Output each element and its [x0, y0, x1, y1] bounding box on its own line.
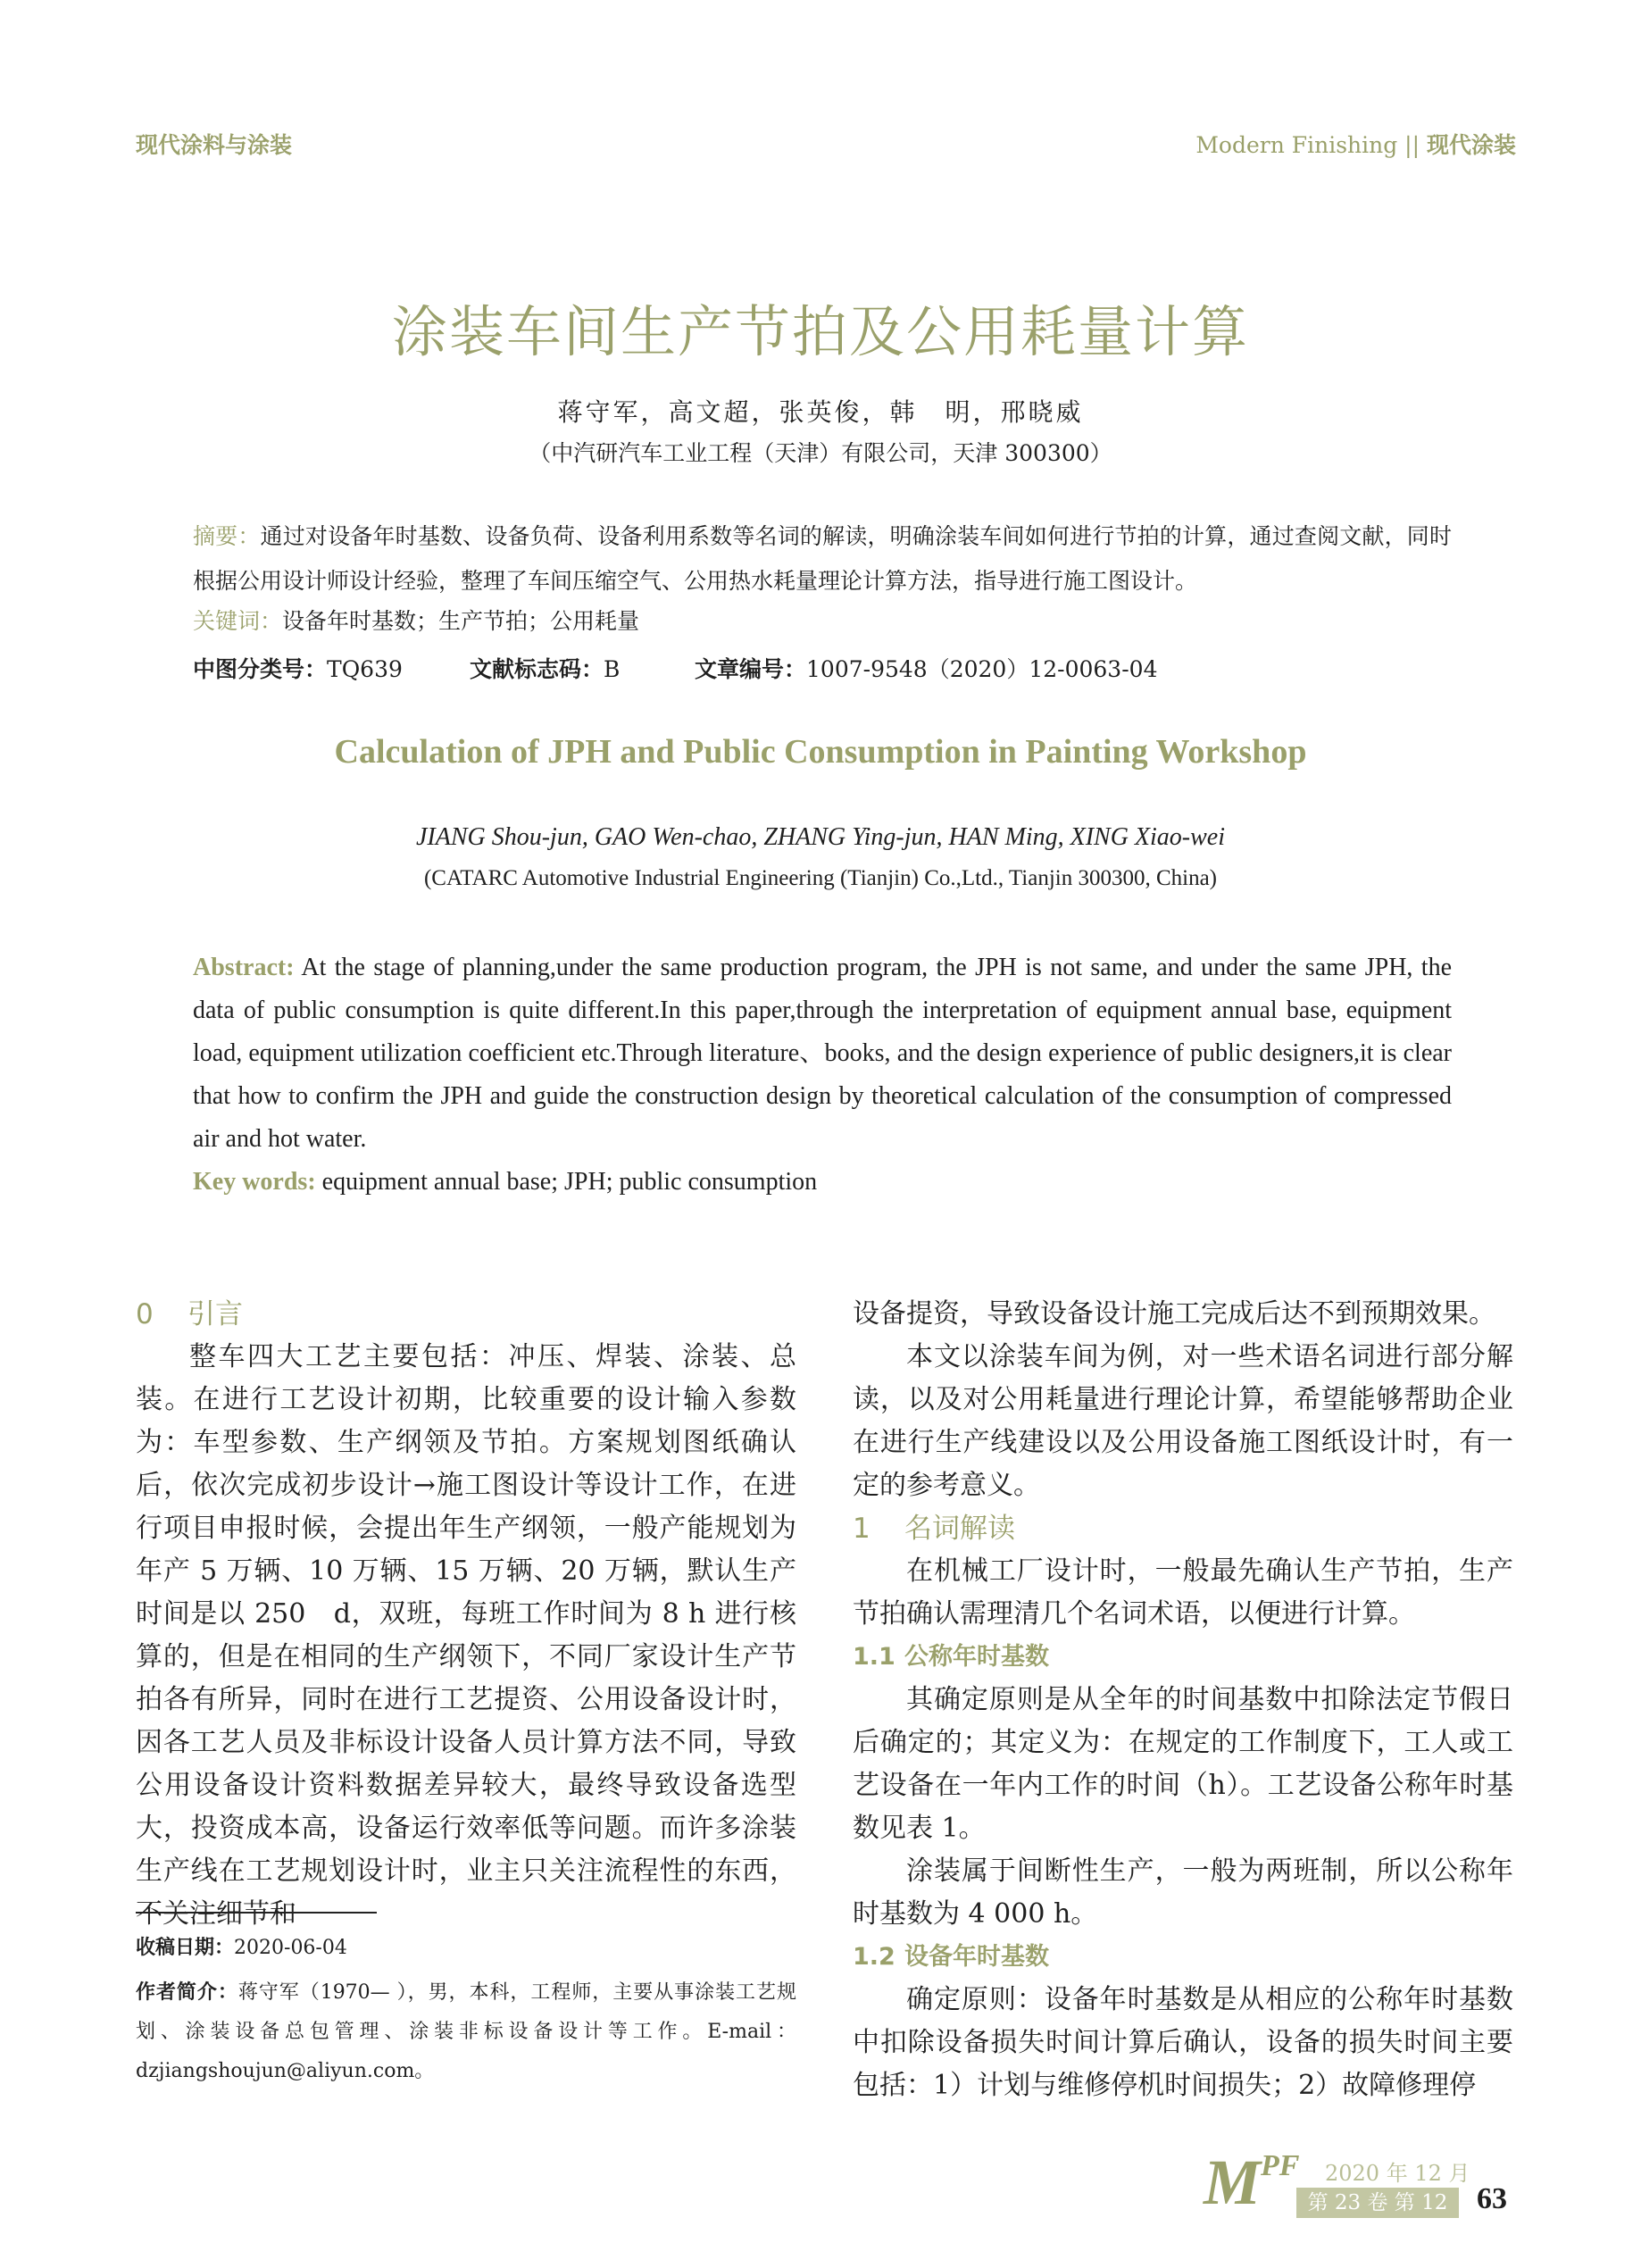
- body-column-left: [136, 1293, 796, 1936]
- authors-en: JIANG Shou-jun, GAO Wen-chao, ZHANG Ying-jun, HAN Ming, XING Xiao-wei: [415, 823, 1226, 851]
- journal-logo-m: M: [1204, 2147, 1262, 2218]
- paper-title-cn: 涂装车间生产节拍及公用耗量计算: [391, 299, 1249, 364]
- footnote-divider: [136, 1912, 377, 1914]
- keywords-en-label: Key words:: [193, 1168, 316, 1196]
- keywords-en: [193, 1168, 1452, 1197]
- section-heading-1: 1 名词解读: [853, 1513, 1015, 1545]
- abstract-en: [193, 946, 1452, 1161]
- keywords-cn-label: 关键词：: [193, 608, 283, 634]
- journal-name-en: Modern Finishing: [1195, 132, 1398, 158]
- header-separator: ||: [1397, 132, 1427, 158]
- issue-volume: 第 23 卷 第 12 期: [1296, 2188, 1459, 2218]
- section-heading-1-2: 1.2 设备年时基数: [853, 1943, 1049, 1971]
- journal-logo-pf: PF: [1261, 2149, 1300, 2182]
- affiliation-cn: （中汽研汽车工业工程（天津）有限公司，天津 300300）: [529, 440, 1112, 466]
- paragraph-continued: 设备提资，导致设备设计施工完成后达不到预期效果。: [853, 1298, 1495, 1330]
- paragraph-terms: 在机械工厂设计时，一般最先确认生产节拍，生产节拍确认需理清几个名词术语，以便进行计算。: [853, 1555, 1513, 1630]
- body-column-right: [853, 1293, 1513, 2107]
- clc-code: 中图分类号：TQ639: [193, 656, 403, 682]
- issue-date: 2020 年 12 月: [1325, 2161, 1470, 2186]
- section-heading-0: 0 引言: [136, 1298, 243, 1330]
- paragraph-nominal-base: 其确定原则是从全年的时间基数中扣除法定节假日后确定的；其定义为：在规定的工作制度下，工人或工艺设备在一年内工作的时间（h）。工艺设备公称年时基数见表 1。: [853, 1684, 1513, 1844]
- abstract-cn-text: 通过对设备年时基数、设备负荷、设备利用系数等名词的解读，明确涂装车间如何进行节拍的计算，通过查阅文献，同时根据公用设计师设计经验，整理了车间压缩空气、公用热水耗量理论计算方法，指导进行施工图设计。: [193, 523, 1452, 594]
- affiliation-en: (CATARC Automotive Industrial Engineering (Tianjin) Co.,Ltd., Tianjin 300300, China): [423, 866, 1218, 890]
- classification-row: [193, 652, 1452, 684]
- paragraph-equipment-base: 确定原则：设备年时基数是从相应的公称年时基数中扣除设备损失时间计算后确认，设备的损失时间主要包括：1）计划与维修停机时间损失；2）故障修理停: [853, 1984, 1513, 2101]
- footnote-received: 收稿日期：2020-06-04: [136, 1937, 347, 1959]
- footnote-author: 作者简介：蒋守军（1970— ），男，本科，工程师，主要从事涂装工艺规划、涂装设备总包管理、涂装非标设备设计等工作。E-mail：dzjiangshoujun@aliyun.com。: [136, 1981, 796, 2082]
- document-code: 文献标志码：B: [470, 656, 621, 682]
- running-header-right: [1195, 128, 1516, 160]
- abstract-cn: [193, 514, 1452, 604]
- paragraph-purpose: 本文以涂装车间为例，对一些术语名词进行部分解读，以及对公用耗量进行理论计算，希望能够帮助企业在进行生产线建设以及公用设备施工图纸设计时，有一定的参考意义。: [853, 1341, 1513, 1501]
- running-header-left: 现代涂料与涂装: [136, 132, 293, 158]
- article-id: 文章编号：1007-9548（2020）12-0063-04: [695, 656, 1158, 682]
- paragraph-intro: 整车四大工艺主要包括：冲压、焊装、涂装、总装。在进行工艺设计初期，比较重要的设计输入参数为：车型参数、生产纲领及节拍。方案规划图纸确认后，依次完成初步设计→施工图设计等设计工作，在进行项目申报时候，会提出年生产纲领，一般产能规划为年产 5 万辆、10 万辆、15 万辆、20 万辆，默认生产时间是以 250 d，双班，每班工作时间为 8 h 进行核算的，但是在相同的生产纲领下，不同厂家设计生产节拍各有所异，同时在进行工艺提资、公用设备设计时，因各工艺人员及非标设计设备人员计算方法不同，导致公用设备设计资料数据差异较大，最终导致设备选型大，投资成本高，设备运行效率低等问题。而许多涂装生产线在工艺规划设计时，业主只关注流程性的东西，不关注细节和: [136, 1341, 796, 1930]
- abstract-en-text: At the stage of planning,under the same production program, the JPH is not same, and under the same JPH, the data of public consumption is quite different.In this paper,through the interpretation of equipment annual base, equipment load, equipment utilization coefficient etc.Through literature、books, and the design experience of public designers,it is clear that how to confirm the JPH and guide the construction design by theoretical calculation of the consumption of compressed air and hot water.: [193, 954, 1452, 1153]
- page-number: 63: [1477, 2182, 1507, 2215]
- keywords-cn: [193, 604, 1452, 636]
- abstract-cn-label: 摘要：: [193, 523, 261, 549]
- paper-title-en: Calculation of JPH and Public Consumption in Painting Workshop: [334, 733, 1307, 771]
- journal-name-cn: 现代涂装: [1426, 132, 1516, 158]
- paragraph-two-shift: 涂装属于间断性生产，一般为两班制，所以公称年时基数为 4 000 h。: [853, 1855, 1513, 1930]
- authors-cn: 蒋守军，高文超，张英俊，韩 明，邢晓威: [557, 397, 1084, 427]
- abstract-en-label: Abstract:: [193, 954, 295, 981]
- keywords-en-text: equipment annual base; JPH; public consumption: [315, 1168, 818, 1196]
- section-heading-1-1: 1.1 公称年时基数: [853, 1643, 1049, 1671]
- keywords-cn-text: 设备年时基数；生产节拍；公用耗量: [282, 608, 640, 634]
